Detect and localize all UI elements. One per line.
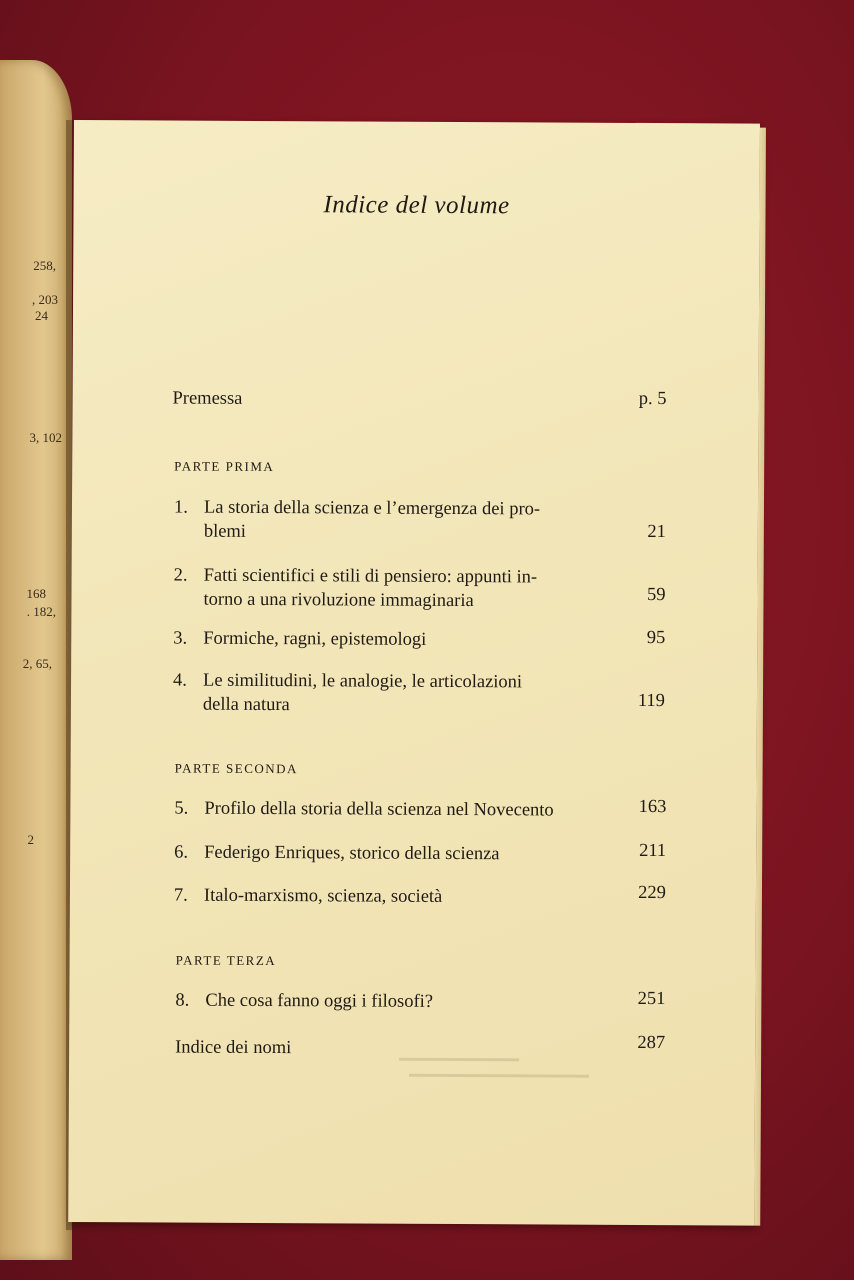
chapter-title-line: torno a una rivoluzione immaginaria <box>203 589 474 612</box>
toc-entry <box>173 564 603 614</box>
chapter-title-line: Che cosa fanno oggi i filosofi? <box>205 990 434 1012</box>
left-page-fragment: 168 <box>26 586 46 601</box>
chapter-title-line: La storia della scienza e l’emergenza dei pro- <box>203 497 541 520</box>
left-page-fragment: , 203 <box>32 292 58 307</box>
chapter-page: 119 <box>637 690 666 712</box>
chapter-number: 4. <box>173 670 187 691</box>
chapter-number: 8. <box>175 990 190 1011</box>
premessa-label: Premessa <box>172 388 243 409</box>
page-title: Indice del volume <box>323 191 510 220</box>
chapter-title-line: Italo-marxismo, scienza, società <box>203 885 443 907</box>
chapter-title-line: Federigo Enriques, storico della scienza <box>204 842 500 865</box>
toc-entry <box>175 989 605 1015</box>
index-entry <box>175 1036 291 1061</box>
chapter-page: 251 <box>637 988 666 1010</box>
chapter-number: 2. <box>173 565 188 586</box>
index-page: 287 <box>637 1032 666 1054</box>
chapter-number: 1. <box>173 497 188 518</box>
chapter-page: 95 <box>646 628 666 649</box>
part-heading: PARTE TERZA <box>175 952 277 969</box>
chapter-page: 229 <box>638 882 667 904</box>
table-of-contents-page <box>68 120 760 1226</box>
left-facing-page <box>0 60 72 1260</box>
chapter-title-line: blemi <box>203 521 247 542</box>
toc-entry <box>174 884 604 910</box>
left-page-fragment: 258, <box>33 258 56 273</box>
chapter-number: 7. <box>173 885 188 906</box>
left-page-fragment: 24 <box>35 308 48 323</box>
toc-entry <box>174 496 604 546</box>
toc-entry <box>174 841 604 867</box>
toc-entry <box>173 627 603 653</box>
show-through-ink <box>399 1052 599 1093</box>
premessa-entry <box>172 387 242 411</box>
index-label: Indice dei nomi <box>175 1037 292 1059</box>
chapter-title-line: Profilo della storia della scienza nel Novecento <box>204 798 554 821</box>
chapter-title-line: Formiche, ragni, epistemologi <box>203 628 427 650</box>
chapter-number: 6. <box>174 842 189 863</box>
chapter-page: 163 <box>638 796 667 818</box>
toc-entry <box>173 669 603 719</box>
chapter-page: 211 <box>639 840 667 862</box>
chapter-number: 5. <box>174 798 189 819</box>
part-heading: PARTE SECONDA <box>174 760 298 777</box>
premessa-page: p. 5 <box>638 388 667 410</box>
left-page-fragment: 3, 102 <box>29 430 62 445</box>
toc-entry <box>174 797 596 823</box>
chapter-page: 59 <box>646 585 666 606</box>
chapter-page: 21 <box>647 522 666 543</box>
chapter-title-line: Le similitudini, le analogie, le articolazioni <box>203 670 523 693</box>
chapter-number: 3. <box>173 628 188 649</box>
chapter-title-line: della natura <box>202 694 290 716</box>
chapter-title-line: Fatti scientifici e stili di pensiero: appunti in- <box>203 565 538 588</box>
left-page-fragment: 2 <box>27 832 34 847</box>
left-page-fragment: 2, 65, <box>22 656 52 671</box>
part-heading: PARTE PRIMA <box>174 458 275 475</box>
left-page-fragment: . 182, <box>26 604 56 619</box>
